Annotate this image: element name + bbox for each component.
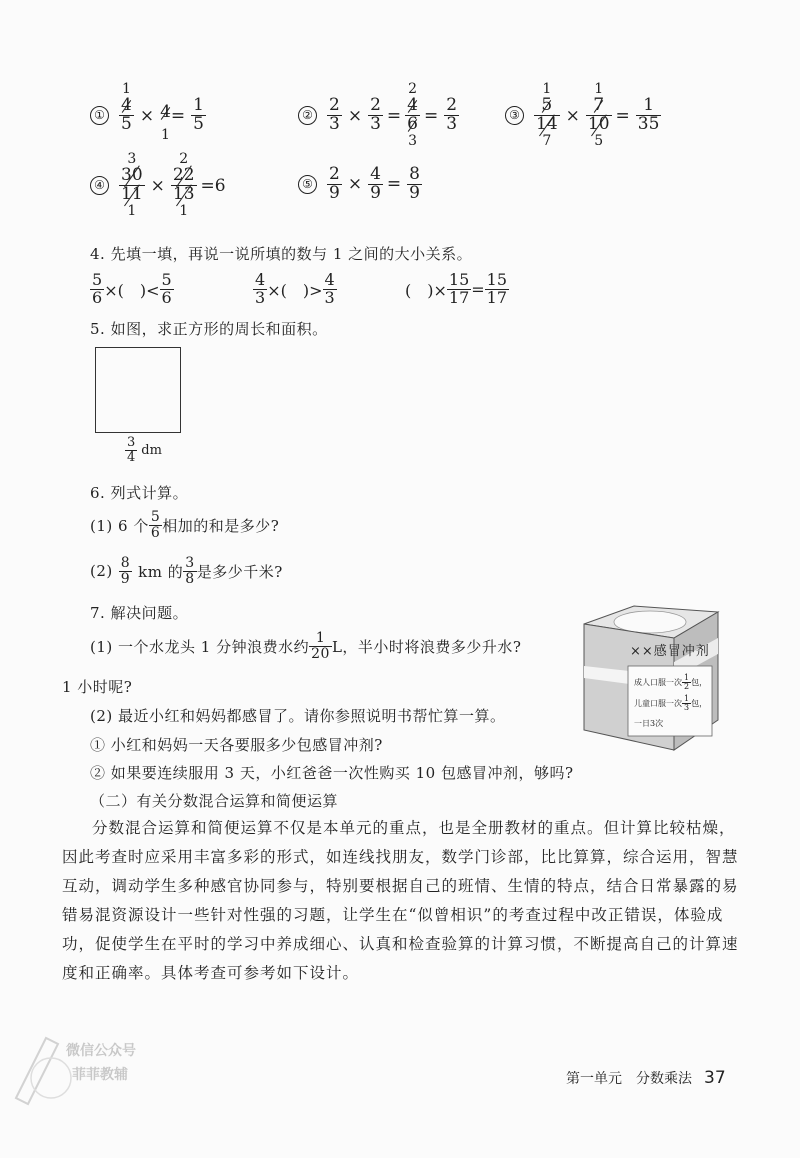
q6-title: 6. 列式计算。 <box>90 484 189 502</box>
exercise-3: ③ 1 $\frac{5}{14}$ 7 × 1 $\frac{7}{10}$ 5 = $\frac{1}{35}$ <box>505 82 661 149</box>
page-number: 37 <box>704 1068 726 1088</box>
blank-expression[interactable]: ×( )< <box>104 280 160 300</box>
paragraph-line: 度和正确率。具体考查可参考如下设计。 <box>62 964 360 982</box>
box-child-dosage: 儿童口服一次 $\frac{1}{3}$ 包， <box>634 694 708 713</box>
result-fraction: $\frac{1}{35}$ <box>637 95 660 135</box>
exercise-1: ① 1 $\frac{4}{5}$ × 4 1 = $\frac{1}{5}$ <box>90 82 206 149</box>
whole-number: 4 <box>160 102 171 123</box>
fraction: $\frac{7}{10}$ <box>587 95 610 135</box>
paragraph-line: 分数混合运算和简便运算不仅是本单元的重点，也是全册教材的重点。但计算比较枯燥， <box>92 819 736 837</box>
cancel-result: 1 <box>542 81 552 97</box>
exercise-label: ⑤ <box>298 175 317 194</box>
fraction: $\frac{5}{14}$ <box>536 95 558 135</box>
q7-part-2a: ① 小红和妈妈一天各要服多少包感冒冲剂? <box>90 736 383 754</box>
blank-expression[interactable]: ( )× <box>405 280 447 300</box>
q7-part-1: (1) 一个水龙头 1 分钟浪费水约 $\frac{1}{20}$ L，半小时将浪费多少升水? <box>90 630 522 662</box>
box-title: ××感冒冲剂 <box>630 644 710 659</box>
cancel-result: 1 <box>121 81 131 97</box>
exercise-4: ④ 3 $\frac{30}{11}$ 1 × 2 $\frac{22}{13}$ 1 =6 <box>90 152 226 219</box>
medicine-box-illustration <box>578 602 724 752</box>
page-footer <box>566 1068 726 1088</box>
box-adult-dosage: 成人口服一次 $\frac{1}{2}$ 包， <box>634 673 708 692</box>
cancel-result: 5 <box>594 133 604 150</box>
cancel-result: 1 <box>179 203 189 220</box>
cancel-result: 3 <box>127 151 137 167</box>
cancel-result: 2 <box>179 151 189 167</box>
fraction: $\frac{2}{3}$ <box>370 95 381 135</box>
paragraph-line: 错易混资源设计一些针对性强的习题，让学生在“似曾相识”的考查过程中改正错误，体验成 <box>62 906 724 924</box>
cancel-result: 1 <box>127 203 137 220</box>
result-fraction: $\frac{1}{5}$ <box>193 95 204 135</box>
exercise-2: ② $\frac{2}{3}$ × $\frac{2}{3}$ = 2 $\frac{4}{6}$ 3 = $\frac{2}{3}$ <box>298 82 459 149</box>
q6-part-1: (1) 6 个 $\frac{5}{6}$ 相加的和是多少? <box>90 509 280 541</box>
footer-topic: 分数乘法 <box>636 1071 692 1087</box>
q6-part-2: (2) $\frac{8}{9}$ km 的 $\frac{3}{8}$ 是多少千米? <box>90 555 283 587</box>
box-frequency: 一日3次 <box>634 719 664 728</box>
section-heading: （二）有关分数混合运算和简便运算 <box>90 792 339 810</box>
cancel-result: 2 <box>408 81 418 97</box>
fraction: $\frac{4}{9}$ <box>370 164 381 203</box>
cancel-result: 3 <box>408 133 418 150</box>
paragraph-line: 互动，调动学生多种感官协同参与，特别要根据自己的班情、生情的特点，结合日常暴露的易 <box>62 877 739 895</box>
q7-part-2b: ② 如果要连续服用 3 天，小红爸爸一次性购买 10 包感冒冲剂，够吗? <box>90 764 574 782</box>
paragraph-line: 因此考查时应采用丰富多彩的形式，如连线找朋友，数学门诊部，比比算算，综合运用，智慧 <box>62 848 739 866</box>
cancel-result: 1 <box>161 127 170 144</box>
fraction: $\frac{2}{3}$ <box>329 95 340 135</box>
fraction: $\frac{4}{6}$ <box>407 95 418 135</box>
q4-item-b: $\frac{4}{3}$ ×( )> $\frac{4}{3}$ <box>255 270 335 307</box>
square-figure <box>95 347 181 433</box>
result-fraction: $\frac{2}{3}$ <box>446 95 458 135</box>
q4-title: 4. 先填一填，再说一说所填的数与 1 之间的大小关系。 <box>90 245 473 263</box>
square-side-label: $\frac{3}{4}$ dm <box>127 435 162 465</box>
footer-unit: 第一单元 <box>566 1071 622 1087</box>
q5-title: 5. 如图，求正方形的周长和面积。 <box>90 320 328 338</box>
watermark-line-1: 微信公众号 <box>66 1043 136 1059</box>
fraction: $\frac{2}{9}$ <box>329 164 340 203</box>
section-paragraph <box>62 814 762 988</box>
fraction: $\frac{4}{5}$ <box>121 95 132 135</box>
q7-part-2: (2) 最近小红和妈妈都感冒了。请你参照说明书帮忙算一算。 <box>90 707 506 725</box>
result-value: =6 <box>200 175 226 196</box>
q7-title: 7. 解决问题。 <box>90 604 189 622</box>
watermark-line-2: 菲菲教辅 <box>72 1067 128 1083</box>
result-fraction: $\frac{8}{9}$ <box>409 164 420 203</box>
blank-expression[interactable]: ×( )> <box>267 280 323 300</box>
q4-item-a: $\frac{5}{6}$ ×( )< $\frac{5}{6}$ <box>92 270 172 307</box>
watermark-pen-icon <box>6 1018 76 1108</box>
cancel-result: 1 <box>594 81 604 97</box>
fraction: $\frac{22}{13}$ <box>172 165 195 205</box>
fraction: $\frac{30}{11}$ <box>121 165 143 205</box>
watermark <box>6 1018 156 1110</box>
paragraph-line: 功，促使学生在平时的学习中养成细心、认真和检查验算的计算习惯，不断提高自己的计算速 <box>62 935 739 953</box>
exercise-label: ① <box>90 106 109 125</box>
exercise-label: ③ <box>505 106 524 125</box>
exercise-5: ⑤ $\frac{2}{9}$ × $\frac{4}{9}$ = $\frac{8}{9}$ <box>298 166 422 203</box>
exercise-label: ④ <box>90 176 109 195</box>
cancel-result: 7 <box>542 133 552 150</box>
q7-part-1-continued: 1 小时呢? <box>62 678 133 696</box>
q4-item-c: ( )× $\frac{15}{17}$ = $\frac{15}{17}$ <box>405 270 508 307</box>
exercise-label: ② <box>298 106 317 125</box>
